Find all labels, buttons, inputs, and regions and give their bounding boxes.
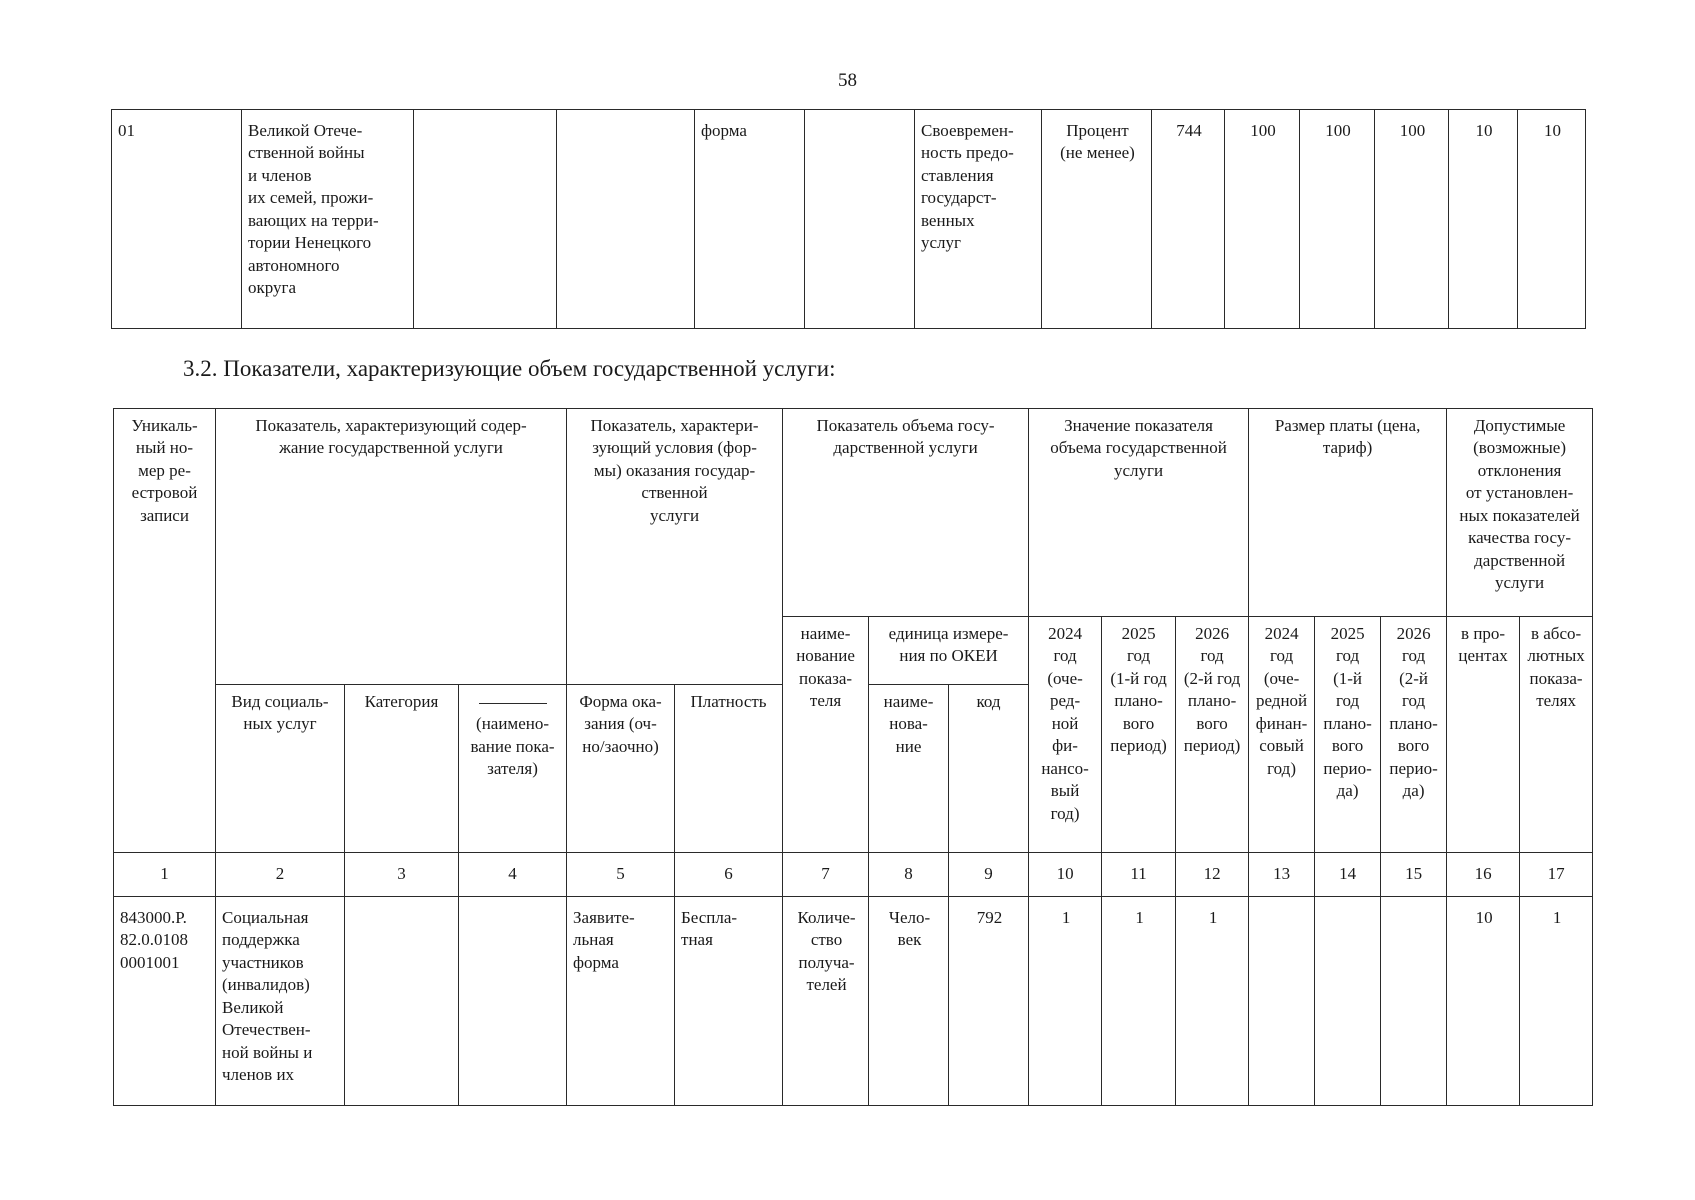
row-category bbox=[345, 897, 459, 1106]
header-volume-indicator: Показатель объема госу- дарственной услуги bbox=[783, 409, 1029, 617]
header-category: Категория bbox=[345, 685, 459, 853]
header-fee-2026: 2026 год (2-й год плано- вого перио- да) bbox=[1381, 617, 1447, 853]
page-number: 58 bbox=[838, 70, 857, 91]
column-number: 5 bbox=[567, 853, 675, 897]
row-unique-number: 843000.Р. 82.0.0108 0001001 bbox=[114, 897, 216, 1106]
cell-quality-indicator: Своевремен- ность предо- ставления государст- венных услуг bbox=[915, 110, 1042, 329]
row-volume-2025: 1 bbox=[1102, 897, 1176, 1106]
header-fee-2024: 2024 год (оче- редной финан- совый год) bbox=[1249, 617, 1315, 853]
column-number: 13 bbox=[1249, 853, 1315, 897]
cell-deviation-percent: 10 bbox=[1449, 110, 1518, 329]
header-blank-indicator bbox=[459, 685, 567, 853]
column-number: 2 bbox=[216, 853, 345, 897]
quality-indicators-table-continuation bbox=[111, 109, 1586, 329]
cell-service-content: Великой Отече- ственной войны и членов их семей, прожи- вающих на терри- тории Ненецкого автономного округа bbox=[242, 110, 414, 329]
header-okei-name: наиме- нова- ние bbox=[869, 685, 949, 853]
header-volume-value: Значение показателя объема государственной услуги bbox=[1029, 409, 1249, 617]
column-number: 15 bbox=[1381, 853, 1447, 897]
column-number: 9 bbox=[949, 853, 1029, 897]
column-numbers-row bbox=[114, 853, 1593, 897]
column-number: 8 bbox=[869, 853, 949, 897]
cell-empty bbox=[414, 110, 557, 329]
cell-value-2025: 100 bbox=[1300, 110, 1375, 329]
header-volume-2024: 2024 год (оче- ред- ной фи- нансо- вый год) bbox=[1029, 617, 1102, 853]
header-unique-number: Уникаль- ный но- мер ре- естровой записи bbox=[114, 409, 216, 853]
header-content-indicator: Показатель, характеризующий содер- жание государственной услуги bbox=[216, 409, 567, 685]
header-indicator-name: наиме- нование показа- теля bbox=[783, 617, 869, 853]
row-social-service-type: Социальная поддержка участников (инвалидов) Великой Отечествен- ной войны и членов их bbox=[216, 897, 345, 1106]
header-delivery-form: Форма ока- зания (оч- но/заочно) bbox=[567, 685, 675, 853]
table-row bbox=[114, 897, 1593, 1106]
cell-okei-code: 744 bbox=[1152, 110, 1225, 329]
header-deviations: Допустимые (возможные) отклонения от установлен- ных показателей качества госу- дарственной услуги bbox=[1447, 409, 1593, 617]
cell-value-2024: 100 bbox=[1225, 110, 1300, 329]
row-okei-name: Чело- век bbox=[869, 897, 949, 1106]
row-fee-2024 bbox=[1249, 897, 1315, 1106]
header-blank-indicator-label: (наимено- вание пока- зателя) bbox=[470, 714, 555, 779]
row-deviation-absolute: 1 bbox=[1520, 897, 1593, 1106]
column-number: 6 bbox=[675, 853, 783, 897]
row-indicator-name: Количе- ство получа- телей bbox=[783, 897, 869, 1106]
blank-underline bbox=[479, 703, 547, 704]
cell-value-2026: 100 bbox=[1375, 110, 1449, 329]
column-number: 3 bbox=[345, 853, 459, 897]
volume-indicators-table bbox=[113, 408, 1593, 1106]
header-deviation-percent: в про- центах bbox=[1447, 617, 1520, 853]
row-fee-2026 bbox=[1381, 897, 1447, 1106]
header-volume-2026: 2026 год (2-й год плано- вого период) bbox=[1176, 617, 1249, 853]
cell-form: форма bbox=[695, 110, 805, 329]
cell-empty bbox=[557, 110, 695, 329]
column-number: 14 bbox=[1315, 853, 1381, 897]
row-delivery-form: Заявите- льная форма bbox=[567, 897, 675, 1106]
column-number: 10 bbox=[1029, 853, 1102, 897]
header-volume-2025: 2025 год (1-й год плано- вого период) bbox=[1102, 617, 1176, 853]
row-volume-2026: 1 bbox=[1176, 897, 1249, 1106]
row-okei-code: 792 bbox=[949, 897, 1029, 1106]
cell-deviation-absolute: 10 bbox=[1518, 110, 1586, 329]
row-blank-indicator bbox=[459, 897, 567, 1106]
column-number: 16 bbox=[1447, 853, 1520, 897]
header-fee: Размер платы (цена, тариф) bbox=[1249, 409, 1447, 617]
row-deviation-percent: 10 bbox=[1447, 897, 1520, 1106]
cell-unit: Процент (не менее) bbox=[1042, 110, 1152, 329]
column-number: 17 bbox=[1520, 853, 1593, 897]
header-okei-unit: единица измере- ния по ОКЕИ bbox=[869, 617, 1029, 685]
column-number: 11 bbox=[1102, 853, 1176, 897]
header-payment: Платность bbox=[675, 685, 783, 853]
column-number: 1 bbox=[114, 853, 216, 897]
cell-unique-number: 01 bbox=[112, 110, 242, 329]
row-fee-2025 bbox=[1315, 897, 1381, 1106]
column-number: 12 bbox=[1176, 853, 1249, 897]
row-volume-2024: 1 bbox=[1029, 897, 1102, 1106]
header-deviation-absolute: в абсо- лютных показа- телях bbox=[1520, 617, 1593, 853]
header-social-service-type: Вид социаль- ных услуг bbox=[216, 685, 345, 853]
section-heading: 3.2. Показатели, характеризующие объем государственной услуги: bbox=[183, 356, 836, 381]
row-payment: Бесплa- тная bbox=[675, 897, 783, 1106]
column-number: 7 bbox=[783, 853, 869, 897]
header-conditions-indicator: Показатель, характери- зующий условия (фор- мы) оказания государ- ственной услуги bbox=[567, 409, 783, 685]
cell-empty bbox=[805, 110, 915, 329]
header-fee-2025: 2025 год (1-й год плано- вого перио- да) bbox=[1315, 617, 1381, 853]
column-number: 4 bbox=[459, 853, 567, 897]
header-okei-code: код bbox=[949, 685, 1029, 853]
